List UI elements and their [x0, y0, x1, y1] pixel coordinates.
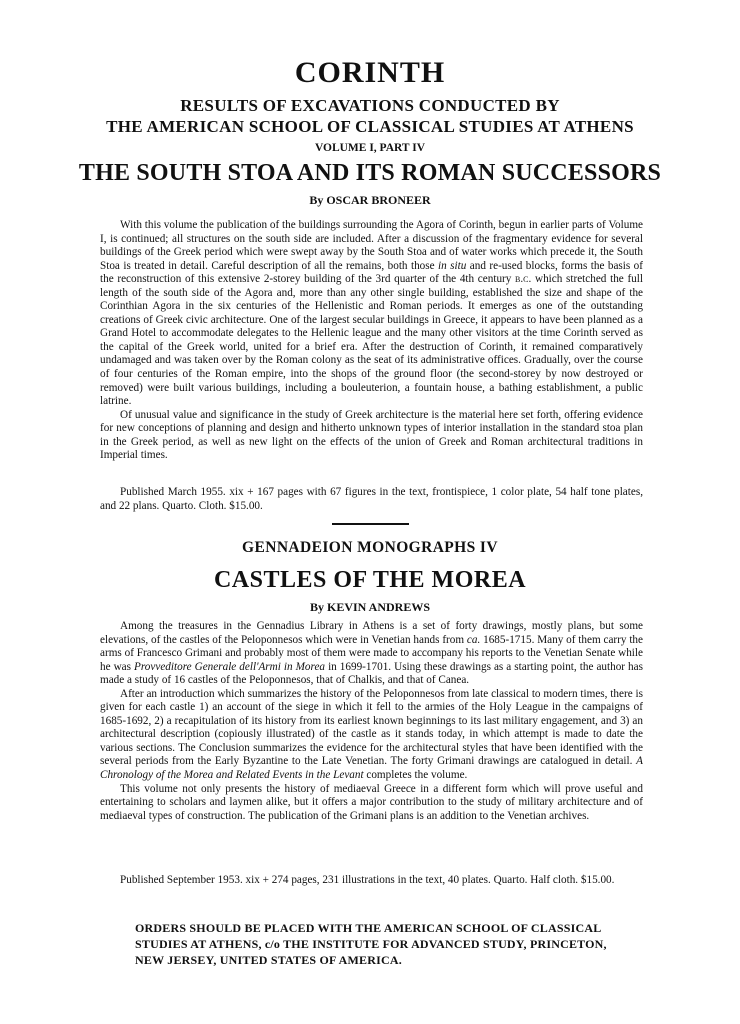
book2-author: By KEVIN ANDREWS — [309, 600, 431, 614]
book2-description — [100, 620, 643, 823]
series-title: CORINTH — [294, 56, 446, 89]
book2-title: CASTLES OF THE MOREA — [213, 567, 527, 593]
book1-description — [100, 219, 643, 463]
book1-publication-info: Published March 1955. xix + 167 pages with 67 figures in the text, frontispiece, 1 color plate, 54 half tone plates, and 22 plans. Quarto. Cloth. $15.00. — [100, 486, 643, 512]
book2-series: GENNADEION MONOGRAPHS IV — [242, 539, 498, 556]
book1-volume: VOLUME I, PART IV — [314, 142, 426, 154]
series-subtitle-line1: RESULTS OF EXCAVATIONS CONDUCTED BY — [180, 96, 560, 115]
book2-publication-info: Published September 1953. xix + 274 pages, 231 illustrations in the text, 40 plates. Quarto. Half cloth. $15.00. — [120, 874, 615, 886]
section-divider — [332, 523, 409, 525]
book1-paragraph-2: Of unusual value and significance in the study of Greek architecture is the material here set forth, offering evidence for new conceptions of planning and design and hitherto unknown types of interior installation in the standard stoa plan in the Greek period, as well as new light on the effects of the union of Greek and Roman architectural traditions in Imperial times. — [100, 408, 643, 462]
book2-paragraph-1: Among the treasures in the Gennadius Library in Athens is a set of forty drawings, mostly plans, but some elevations, of the castles of the Peloponnesos which were in Venetian hands from ca. 1685-1715. Many of them carry the arms of Francesco Grimani and probably most of them were made to accompany his reports to the Venetian Senate while he was Provveditore Generale dell'Armi in Morea in 1699-1701. Using these drawings as a starting point, the author has made a study of 16 castles of the Peloponnesos, that of Chalkis, and that of Canea. — [100, 620, 643, 687]
book1-paragraph-1: With this volume the publication of the buildings surrounding the Agora of Corinth, begun in earlier parts of Volume I, is continued; all structures on the south side are included. After a discussion of the fragmentary evidence for several buildings of the Greek period which were swept away by the South Stoa and of water works which precede it, the South Stoa is treated in detail. Careful description of all the remains, both those in situ and re-used blocks, forms the basis of the reconstruction of this extensive 2-storey building of the 3rd quarter of the 4th century b.c. which stretched the full length of the south side of the Agora and, more than any other single building, established the size and shape of the Corinthian Agora in the six centuries of the Hellenistic and Roman periods. It emerges as one of the outstanding creations of Greek civic architecture. One of the largest secular buildings in Greece, it appears to have been planned as a Grand Hotel to accommodate delegates to the Hellenic league and the many other visitors at the time Corinth served as the capital of the Greek world, united for a brief era. After the destruction of Corinth, it remained comparatively undamaged and was taken over by the Roman colony as the seat of its administrative offices. Gradually, over the course of four centuries of the Roman empire, into the shops of the ground floor (the second-storey by now destroyed or removed) were built various buildings, including a bouleuterion, a fountain house, a bathing establishment, a public latrine. — [100, 219, 643, 408]
book1-title: THE SOUTH STOA AND ITS ROMAN SUCCESSORS — [78, 160, 662, 186]
ordering-notice: ORDERS SHOULD BE PLACED WITH THE AMERICAN SCHOOL OF CLASSICAL STUDIES AT ATHENS, c/o THE INSTITUTE FOR ADVANCED STUDY, PRINCETON, NEW JERSEY, UNITED STATES OF AMERICA. — [135, 921, 607, 967]
book1-author: By OSCAR BRONEER — [309, 193, 431, 207]
series-subtitle-line2: THE AMERICAN SCHOOL OF CLASSICAL STUDIES AT ATHENS — [106, 117, 634, 136]
book2-paragraph-3: This volume not only presents the history of mediaeval Greece in a different form which will prove useful and entertaining to scholars and laymen alike, but it offers a major contribution to the study of military architecture and of mediaeval types of construction. The publication of the Grimani plans is an addition to the Venetian archives. — [100, 782, 643, 822]
book2-paragraph-2: After an introduction which summarizes the history of the Peloponnesos from late classical to modern times, there is given for each castle 1) an account of the siege in which it fell to the armies of the Holy League in the campaigns of 1685-1692, 2) a recapitulation of its history from its earliest known beginnings to its last military engagement, and 3) an architectural description (copiously illustrated) of the castle as it stands today, in which attempt is made to date the various sections. The Conclusion summarizes the evidence for the architectural styles that have been identified with the several periods from the Early Byzantine to the Late Venetian. The forty Grimani drawings are catalogued in detail. A Chronology of the Morea and Related Events in the Levant completes the volume. — [100, 687, 643, 782]
